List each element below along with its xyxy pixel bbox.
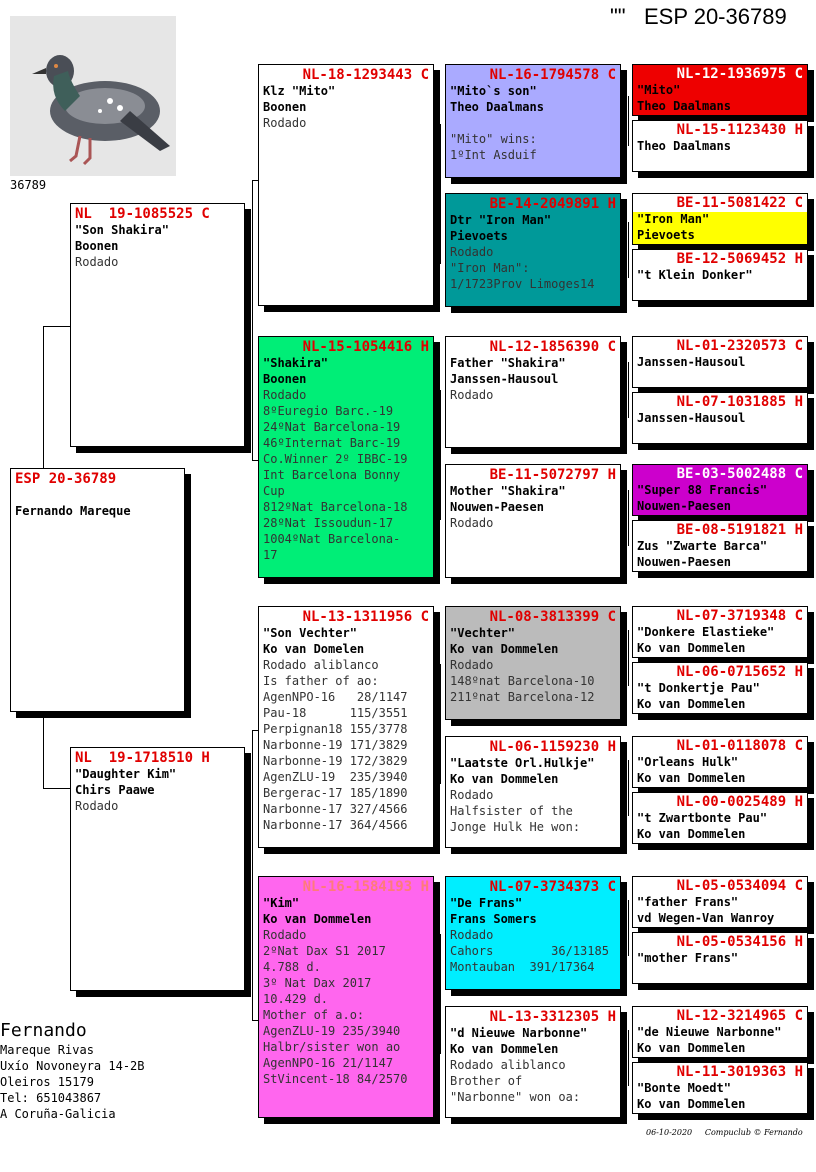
owner-line: Uxío Novoneyra 14-2B [0,1059,145,1073]
card-info-line: Rodado [263,388,307,402]
card-info-line: Cup [263,484,285,498]
card-info-line: Halfsister of the [450,804,573,818]
card-name: "Orleans Hulk" [637,755,739,769]
card-ring: NL-12-1856390 C [489,339,616,355]
connector [628,1030,629,1086]
card-ring: NL-13-1311956 C [302,609,429,625]
card-info-line: Rodado [450,928,494,942]
card-breeder: Janssen-Hausoul [450,372,559,386]
subject-name: Fernando Mareque [15,504,131,518]
card-info-line: 10.429 d. [263,992,329,1006]
gggp-card-16 [632,1062,808,1114]
ggp-card-3 [445,336,621,448]
card-info-line: Brother of [450,1074,523,1088]
card-info-line: AgenNPO-16 21/1147 [263,1056,394,1070]
card-info-line: Narbonne-17 364/4566 [263,818,408,832]
sire-name: "Son Shakira" [75,223,169,237]
card-ring: NL-01-2320573 C [676,338,803,354]
gggp-card-8 [632,520,808,572]
ggp-card-2 [445,193,621,307]
card-info-line: Rodado aliblanco [450,1058,566,1072]
connector [252,730,253,1020]
card-ring: BE-12-5069452 H [676,251,803,267]
owner-line: A Coruña-Galicia [0,1107,116,1121]
card-info-line: Montauban 391/17364 [450,960,595,974]
card-ring: NL-05-0534094 C [676,878,803,894]
card-ring: NL-16-1584193 H [302,879,429,895]
card-breeder: Ko van Dommelen [450,642,559,656]
card-lines [263,657,429,833]
card-breeder: Frans Somers [450,912,537,926]
connector [440,934,441,1054]
dam-breeder: Chirs Paawe [75,783,155,797]
connector [440,390,441,520]
card-info-line: 812ºNat Barcelona-18 [263,500,408,514]
connector [628,900,629,956]
card-name: "t Donkertje Pau" [637,681,760,695]
owner-name: Fernando [0,1020,87,1041]
card-lines [450,787,616,835]
card-name: "t Klein Donker" [637,268,753,282]
card-info-line: Halbr/sister won ao [263,1040,401,1054]
card-name: "Donkere Elastieke" [637,625,775,639]
card-breeder: Ko van Dommelen [637,771,746,785]
sire-card [70,203,245,447]
card-breeder: Ko van Domelen [263,642,365,656]
owner-line: Tel: 651043867 [0,1091,102,1105]
card-name: "Vechter" [450,626,516,640]
card-info-line: 148ºnat Barcelona-10 [450,674,595,688]
card-name: "father Frans" [637,895,739,909]
card-breeder: Ko van Dommelen [637,1041,746,1055]
owner-line: Oleiros 15179 [0,1075,94,1089]
card-info-line: Rodado [263,928,307,942]
card-breeder: Theo Daalmans [637,99,731,113]
header-quote: "" [610,4,626,29]
connector [628,96,629,146]
subject-ring: ESP 20-36789 [15,471,117,487]
card-info-line: Narbonne-19 171/3829 [263,738,408,752]
connector [43,326,70,327]
gggp-card-7 [632,464,808,516]
connector [43,712,44,788]
grandsire-paternal-card [258,64,434,306]
gggp-card-1 [632,64,808,116]
card-name: Mother "Shakira" [450,484,566,498]
card-info-line: Mother of a.o: [263,1008,365,1022]
card-info-line: 1/1723Prov Limoges14 [450,277,595,291]
gggp-card-9 [632,606,808,658]
pedigree-header [610,4,787,30]
sire-ring: NL 19-1085525 C [75,206,210,222]
ggp-card-4 [445,464,621,578]
gggp-card-10 [632,662,808,714]
gggp-card-15 [632,1006,808,1058]
subject-card [10,468,185,712]
pigeon-photo [10,16,176,176]
card-info-line: Rodado [450,388,494,402]
card-breeder: Ko van Dommelen [450,1042,559,1056]
card-info-line: Narbonne-19 172/3829 [263,754,408,768]
card-breeder: Ko van Dommelen [450,772,559,786]
granddam-maternal-card [258,876,434,1118]
card-info-line: Rodado [450,516,494,530]
card-ring: BE-11-5072797 H [489,467,616,483]
card-lines [450,515,616,531]
ggp-card-1 [445,64,621,178]
card-name: "Shakira" [263,356,329,370]
card-ring: NL-05-0534156 H [676,934,803,950]
gggp-card-11 [632,736,808,788]
card-ring: NL-18-1293443 C [302,67,429,83]
card-lines [450,927,616,975]
card-info-line: Rodado aliblanco [263,658,379,672]
gggp-card-3 [632,193,808,245]
card-info-line: 24ºNat Barcelona-19 [263,420,401,434]
connector [43,326,44,468]
card-ring: BE-14-2049891 H [489,196,616,212]
card-info-line: AgenZLU-19 235/3940 [263,1024,401,1038]
ggp-card-7 [445,876,621,990]
card-ring: NL-07-3734373 C [489,879,616,895]
card-breeder: Nouwen-Paesen [450,500,544,514]
card-info-line: AgenZLU-19 235/3940 [263,770,408,784]
connector [628,362,629,418]
footer-date: 06-10-2020 [646,1128,693,1137]
card-info-line: 1004ºNat Barcelona- [263,532,401,546]
pigeon-photo-icon [10,16,176,176]
card-breeder: Ko van Dommelen [637,827,746,841]
card-ring: BE-11-5081422 C [676,195,803,211]
card-breeder: Nouwen-Paesen [637,499,731,513]
card-info-line: "Iron Man": [450,261,530,275]
card-breeder: Janssen-Hausoul [637,355,746,369]
grandsire-maternal-card [258,606,434,848]
header-ring: ESP 20-36789 [643,4,787,29]
card-info-line: Perpignan18 155/3778 [263,722,408,736]
card-breeder: Ko van Dommelen [637,1097,746,1111]
card-lines [450,244,616,292]
card-ring: NL-12-3214965 C [676,1008,803,1024]
card-breeder: Ko van Dommelen [263,912,372,926]
card-info-line: 17 [263,548,278,562]
card-lines [450,387,616,403]
connector [628,760,629,816]
card-lines [450,115,616,163]
footer-software: Compuclub © Fernando [704,1128,803,1137]
gggp-card-13 [632,876,808,928]
card-info-line: 1ºInt Asduif [450,148,537,162]
card-ring: NL-11-3019363 H [676,1064,803,1080]
card-ring: NL-06-1159230 H [489,739,616,755]
card-info-line: Is father of ao: [263,674,379,688]
card-ring: NL-07-3719348 C [676,608,803,624]
card-info-line: AgenNPO-16 28/1147 [263,690,408,704]
card-ring: NL-07-1031885 H [676,394,803,410]
card-breeder: vd Wegen-Van Wanroy [637,911,775,925]
card-breeder: Theo Daalmans [450,100,544,114]
card-ring: NL-15-1054416 H [302,339,429,355]
card-name: "Laatste Orl.Hulkje" [450,756,595,770]
card-ring: NL-15-1123430 H [676,122,803,138]
card-breeder: Boonen [263,372,307,386]
card-info-line: Cahors 36/13185 [450,944,609,958]
card-ring: NL-12-1936975 C [676,66,803,82]
card-info-line: 46ºInternat Barc-19 [263,436,401,450]
card-lines [450,1057,616,1105]
card-info-line: Bergerac-17 185/1890 [263,786,408,800]
dam-card [70,747,245,991]
gggp-card-14 [632,932,808,984]
card-name: "Mito`s son" [450,84,537,98]
card-lines [263,387,429,563]
gggp-card-6 [632,392,808,444]
sire-breeder: Boonen [75,239,119,253]
card-info-line [450,115,616,131]
card-info-line: Rodado [450,788,494,802]
gggp-card-4 [632,249,808,301]
card-info-line: Int Barcelona Bonny [263,468,401,482]
owner-info [0,1020,145,1122]
card-ring: NL-13-3312305 H [489,1009,616,1025]
dam-color: Rodado [75,799,119,813]
connector [628,490,629,546]
sire-color: Rodado [75,255,119,269]
card-ring: NL-01-0118078 C [676,738,803,754]
card-info-line: 28ºNat Issoudun-17 [263,516,394,530]
card-info-line: "Narbonne" won oa: [450,1090,581,1104]
ggp-card-8 [445,1006,621,1118]
dam-name: "Daughter Kim" [75,767,177,781]
card-info-line: 4.788 d. [263,960,321,974]
granddam-paternal-card [258,336,434,578]
card-ring: BE-03-5002488 C [676,466,803,482]
card-lines [450,657,616,705]
card-breeder: Pievoets [637,228,695,242]
photo-caption: 36789 [10,178,47,192]
card-info-line: Jonge Hulk He won: [450,820,581,834]
card-name: "de Nieuwe Narbonne" [637,1025,782,1039]
card-breeder: Pievoets [450,229,508,243]
card-info-line: Co.Winner 2º IBBC-19 [263,452,408,466]
card-name: "Mito" [637,83,681,97]
card-breeder: Janssen-Hausoul [637,411,746,425]
ggp-card-5 [445,606,621,720]
card-name: Zus "Zwarte Barca" [637,539,768,553]
card-name: "t Zwartbonte Pau" [637,811,768,825]
card-name: "mother Frans" [637,951,739,965]
gggp-card-2 [632,120,808,172]
card-lines [263,927,429,1087]
card-breeder: Ko van Dommelen [637,697,746,711]
connector [628,222,629,278]
card-info-line: 3º Nat Dax 2017 [263,976,372,990]
card-info-line: Narbonne-17 327/4566 [263,802,408,816]
card-info-line: Rodado [450,658,494,672]
card-info-line: Rodado [450,245,494,259]
card-ring: NL-16-1794578 C [489,67,616,83]
card-ring: BE-08-5191821 H [676,522,803,538]
card-name: "Son Vechter" [263,626,357,640]
connector [440,124,441,264]
connector [628,630,629,686]
card-lines [263,115,429,131]
owner-line: Mareque Rivas [0,1043,94,1057]
card-name: "Bonte Moedt" [637,1081,731,1095]
card-name: "Kim" [263,896,300,910]
card-name: "Iron Man" [637,212,710,226]
card-name: "d Nieuwe Narbonne" [450,1026,588,1040]
card-info-line: Pau-18 115/3551 [263,706,408,720]
card-breeder: Boonen [263,100,307,114]
card-breeder: Ko van Dommelen [637,641,746,655]
card-breeder: Nouwen-Paesen [637,555,731,569]
card-info-line: StVincent-18 84/2570 [263,1072,408,1086]
gggp-card-5 [632,336,808,388]
card-ring: NL-06-0715652 H [676,664,803,680]
card-info-line: 2ºNat Dax S1 2017 [263,944,386,958]
card-name: "Super 88 Francis" [637,483,768,497]
dam-ring: NL 19-1718510 H [75,750,210,766]
card-name: "De Frans" [450,896,523,910]
footer [646,1128,803,1137]
card-ring: NL-08-3813399 C [489,609,616,625]
card-info-line: "Mito" wins: [450,132,537,146]
connector [43,788,70,789]
card-name: Klz "Mito" [263,84,336,98]
card-name: Dtr "Iron Man" [450,213,552,227]
gggp-card-12 [632,792,808,844]
ggp-card-6 [445,736,621,848]
card-ring: NL-00-0025489 H [676,794,803,810]
connector [440,664,441,784]
card-info-line: Rodado [263,116,307,130]
connector [252,180,253,460]
card-info-line: 8ºEuregio Barc.-19 [263,404,394,418]
card-breeder: Theo Daalmans [637,139,731,153]
card-name: Father "Shakira" [450,356,566,370]
card-info-line: 211ºnat Barcelona-12 [450,690,595,704]
